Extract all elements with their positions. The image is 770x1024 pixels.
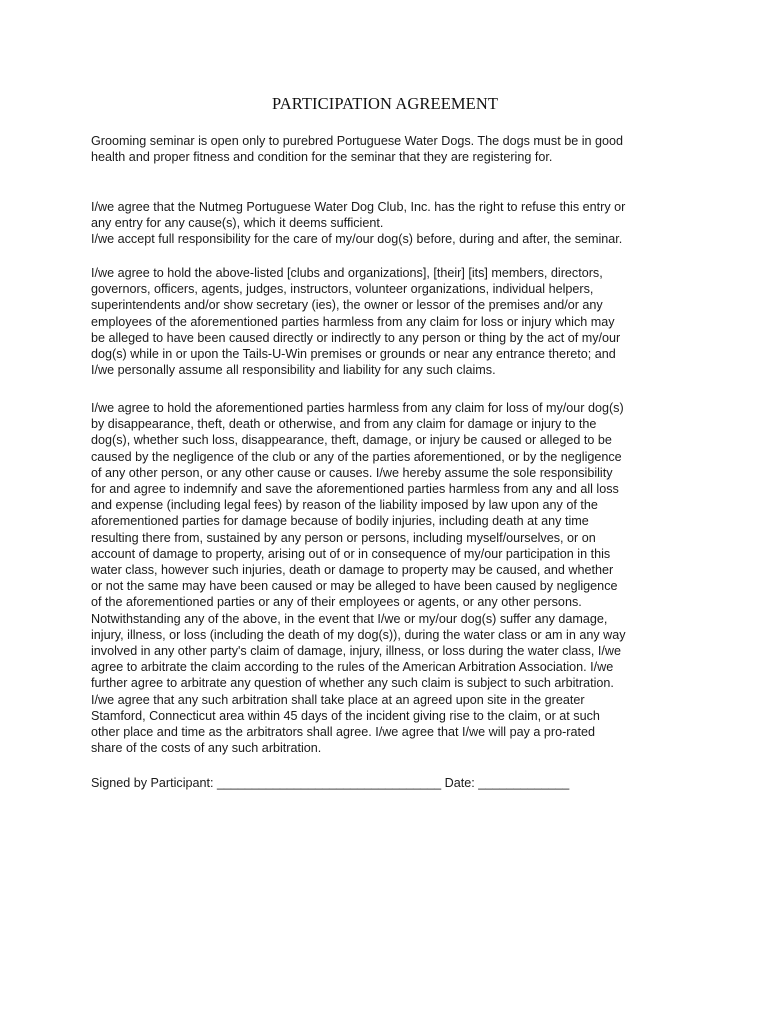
- indemnity-line: water class, however such injuries, death or damage to property may be caused, and whether: [91, 563, 614, 578]
- indemnity-line: or not the same may have been caused or may be alleged to have been caused by negligence: [91, 579, 618, 594]
- hold-harmless-line: I/we agree to hold the above-listed [clubs and organizations], [their] [its] members, directors,: [91, 266, 603, 280]
- entry-line: I/we accept full responsibility for the care of my/our dog(s) before, during and after, the seminar.: [91, 232, 623, 247]
- intro-paragraph: [91, 133, 691, 165]
- hold-harmless-line: I/we personally assume all responsibility and liability for any such claims.: [91, 363, 496, 378]
- hold-harmless-line: superintendents and/or show secretary (ies), the owner or lessor of the premises and/or any: [91, 298, 603, 313]
- hold-harmless-line: governors, officers, agents, judges, instructors, volunteer organizations, individual helpers,: [91, 282, 594, 297]
- indemnity-line: and expense (including legal fees) by reason of the liability imposed by law upon any of the: [91, 498, 598, 513]
- hold-harmless-paragraph-1: [91, 265, 691, 378]
- arbitration-line: Stamford, Connecticut area within 45 days of the incident giving rise to the claim, or at such: [91, 708, 600, 723]
- indemnity-line: caused by the negligence of the club or any of the parties aforementioned, or by the negligence: [91, 449, 622, 464]
- arbitration-line: further agree to arbitrate any question of whether any such claim is subject to such arbitration.: [91, 676, 614, 691]
- arbitration-line: share of the costs of any such arbitration.: [91, 741, 322, 756]
- arbitration-line: injury, illness, or loss (including the death of my dog(s)), during the water class or am in any way: [91, 627, 626, 642]
- signature-date-line[interactable]: [91, 775, 691, 791]
- hold-harmless-line: employees of the aforementioned parties harmless from any claim for loss or injury which may: [91, 314, 615, 329]
- indemnity-line: I/we agree to hold the aforementioned parties harmless from any claim for loss of my/our dog(s): [91, 401, 624, 415]
- indemnity-line: of the aforementioned parties or any of their employees or agents, or any other persons.: [91, 595, 582, 610]
- arbitration-line: other place and time as the arbitrators shall agree. I/we agree that I/we will pay a pro-rated: [91, 725, 596, 740]
- intro-line: Grooming seminar is open only to purebred Portuguese Water Dogs. The dogs must be in good: [91, 134, 624, 148]
- arbitration-line: agree to arbitrate the claim according to the rules of the American Arbitration Association. I/we: [91, 660, 614, 675]
- indemnity-line: aforementioned parties for damage because of bodily injuries, including death at any time: [91, 514, 589, 529]
- hold-harmless-line: be alleged to have been caused directly or indirectly to any person or thing by the act of my/our: [91, 330, 621, 345]
- indemnity-line: account of damage to property, arising out of or in consequence of my/our participation in this: [91, 546, 611, 561]
- entry-line: any entry for any cause(s), which it deems sufficient.: [91, 216, 384, 231]
- arbitration-line: Notwithstanding any of the above, in the event that I/we or my/our dog(s) suffer any damage,: [91, 611, 608, 626]
- arbitration-line: I/we agree that any such arbitration shall take place at an agreed upon site in the greater: [91, 692, 585, 707]
- indemnity-line: resulting there from, sustained by any person or persons, including myself/ourselves, or on: [91, 530, 596, 545]
- indemnity-line: of any other person, or any other cause or causes. I/we hereby assume the sole responsibility: [91, 465, 613, 480]
- hold-harmless-line: dog(s) while in or upon the Tails-U-Win premises or grounds or near any entrance thereto; and: [91, 347, 616, 362]
- intro-line: health and proper fitness and condition for the seminar that they are registering for.: [91, 150, 553, 165]
- page-title: PARTICIPATION AGREEMENT: [271, 94, 499, 113]
- indemnity-line: for and agree to indemnify and save the aforementioned parties harmless from any and all loss: [91, 482, 619, 497]
- arbitration-line: involved in any other party's claim of damage, injury, illness, or loss during the water class, I/we: [91, 644, 621, 659]
- entry-line: I/we agree that the Nutmeg Portuguese Water Dog Club, Inc. has the right to refuse this entry or: [91, 200, 626, 214]
- indemnity-line: by disappearance, theft, death or otherwise, and from any claim for damage or injury to the: [91, 417, 597, 432]
- signature-line-text[interactable]: Signed by Participant: ________________________________ Date: _____________: [91, 776, 570, 790]
- hold-harmless-paragraph-2: [91, 400, 691, 756]
- entry-paragraph: [91, 199, 691, 248]
- indemnity-line: dog(s), whether such loss, disappearance, theft, damage, or injury be caused or alleged to be: [91, 433, 612, 448]
